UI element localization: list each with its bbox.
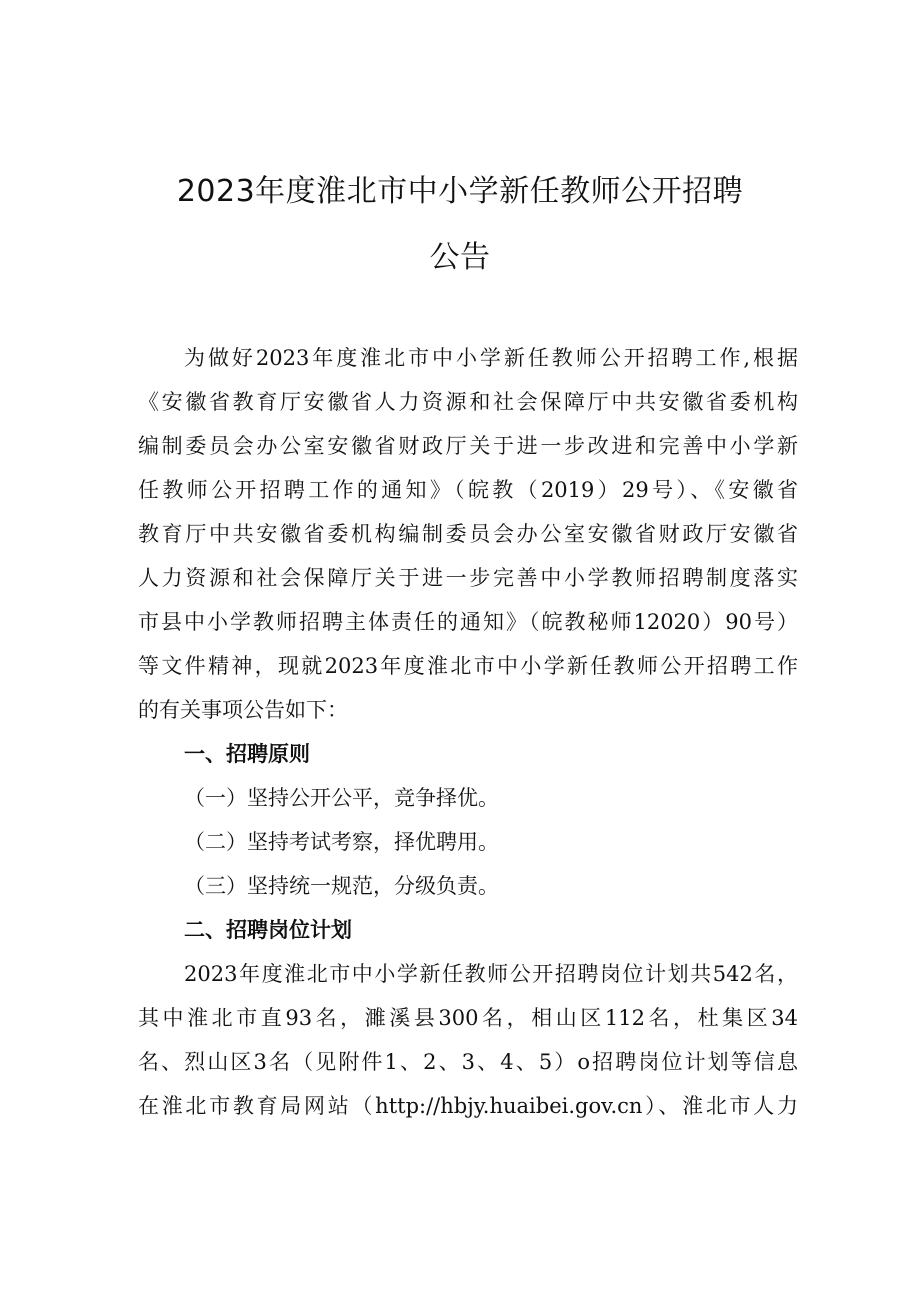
section-1-heading: 一、招聘原则 [184,742,310,766]
intro-line-2: 《安徽省教育厅安徽省人力资源和社会保障厅中共安徽省委机构 [138,390,798,414]
intro-line-3: 编制委员会办公室安徽省财政厅关于进一步改进和完善中小学新 [138,434,798,458]
intro-line-1: 为做好2023年度淮北市中小学新任教师公开招聘工作,根据 [184,346,798,370]
intro-line-9: 的有关事项公告如下： [138,698,348,722]
document-title-line-2: 公告 [429,240,491,275]
intro-line-6: 人力资源和社会保障厅关于进一步完善中小学教师招聘制度落实 [138,566,798,590]
section-1-item-3: （三）坚持统一规范，分级负责。 [184,874,499,898]
section-1-item-1: （一）坚持公开公平，竞争择优。 [184,786,499,810]
section-2-line-2: 其中淮北市直93名，濉溪县300名，相山区112名，杜集区34 [138,1006,798,1030]
intro-line-5: 教育厅中共安徽省委机构编制委员会办公室安徽省财政厅安徽省 [138,522,798,546]
intro-line-4: 任教师公开招聘工作的通知》（皖教（2019）29号）、《安徽省 [138,478,798,502]
section-2-line-4: 在淮北市教育局网站（http://hbjy.huaibei.gov.cn）、淮北市人力 [138,1094,798,1118]
document-title-line-1: 2023年度淮北市中小学新任教师公开招聘 [176,174,744,209]
section-2-heading: 二、招聘岗位计划 [184,918,352,942]
section-2-line-3: 名、烈山区3名（见附件1、2、3、4、5）o招聘岗位计划等信息 [138,1050,798,1074]
section-2-line-1: 2023年度淮北市中小学新任教师公开招聘岗位计划共542名， [184,962,798,986]
intro-line-7: 市县中小学教师招聘主体责任的通知》（皖教秘师12020）90号） [138,610,798,634]
section-1-item-2: （二）坚持考试考察，择优聘用。 [184,830,499,854]
intro-line-8: 等文件精神，现就2023年度淮北市中小学新任教师公开招聘工作 [138,654,798,678]
